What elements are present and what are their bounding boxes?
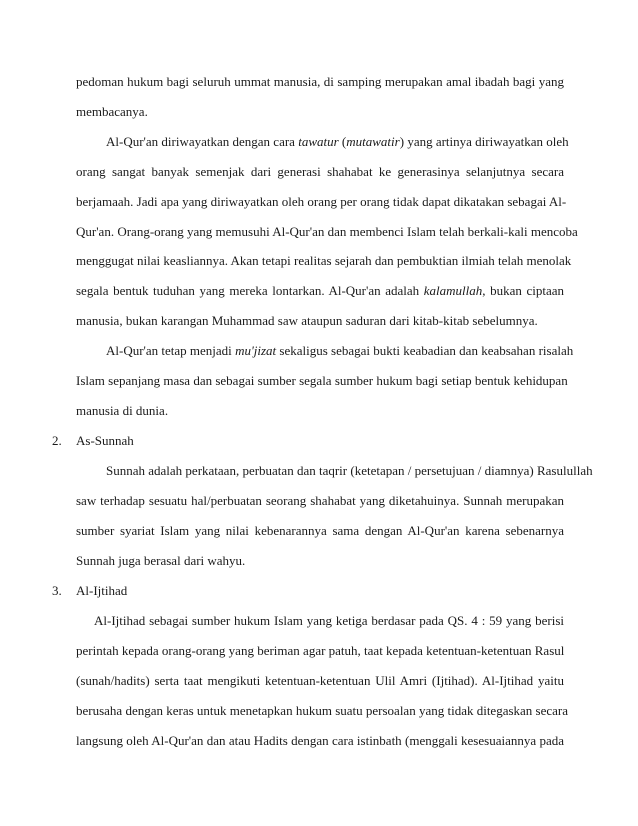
paragraph-3-line-2: Islam sepanjang masa dan sebagai sumber segala sumber hukum bagi setiap bentuk kehidupan	[76, 373, 568, 388]
paragraph-1-line-2: membacanya.	[76, 104, 148, 119]
paragraph-2-line-3: berjamaah. Jadi apa yang diriwayatkan oleh orang per orang tidak dapat dikatakan sebagai Al-	[76, 194, 567, 209]
paragraph-3-line-1: Al-Qur'an tetap menjadi mu'jizat sekaligus sebagai bukti keabadian dan keabsahan risalah	[106, 343, 574, 358]
paragraph-2-line-4: Qur'an. Orang-orang yang memusuhi Al-Qur'an dan membenci Islam telah berkali-kali mencoba	[76, 224, 578, 239]
section-3-line-2: perintah kepada orang-orang yang beriman agar patuh, taat kepada ketentuan-ketentuan Rasul	[76, 643, 565, 658]
section-2-title: As-Sunnah	[76, 433, 134, 448]
section-3-title: Al-Ijtihad	[76, 583, 128, 598]
section-3-number: 3.	[52, 583, 62, 598]
section-2-line-2: saw terhadap sesuatu hal/perbuatan seorang shahabat yang diketahuinya. Sunnah merupakan	[76, 493, 564, 508]
paragraph-2-line-7: manusia, bukan karangan Muhammad saw ataupun saduran dari kitab-kitab sebelumnya.	[76, 313, 538, 328]
paragraph-2-line-1: Al-Qur'an diriwayatkan dengan cara tawatur (mutawatir) yang artinya diriwayatkan oleh	[106, 134, 569, 149]
section-3-line-3: (sunah/hadits) serta taat mengikuti ketentuan-ketentuan Ulil Amri (Ijtihad). Al-Ijtihad yaitu	[76, 673, 564, 688]
paragraph-2-line-2: orang sangat banyak semenjak dari generasi shahabat ke generasinya selanjutnya secara	[76, 164, 564, 179]
section-2-line-1: Sunnah adalah perkataan, perbuatan dan taqrir (ketetapan / persetujuan / diamnya) Rasulullah	[106, 463, 593, 478]
paragraph-2-line-6: segala bentuk tuduhan yang mereka lontarkan. Al-Qur'an adalah kalamullah, bukan ciptaan	[76, 283, 564, 298]
section-3-line-4: berusaha dengan keras untuk menetapkan hukum suatu persoalan yang tidak ditegaskan secara	[76, 703, 569, 718]
section-3-line-5: langsung oleh Al-Qur'an dan atau Hadits dengan cara istinbath (menggali kesesuaiannya pada	[76, 733, 564, 748]
section-3-line-1: Al-Ijtihad sebagai sumber hukum Islam yang ketiga berdasar pada QS. 4 : 59 yang berisi	[94, 613, 564, 628]
paragraph-2-line-5: menggugat nilai keasliannya. Akan tetapi realitas sejarah dan pembuktian ilmiah telah menolak	[76, 253, 572, 268]
section-2-number: 2.	[52, 433, 62, 448]
paragraph-1-line-1: pedoman hukum bagi seluruh ummat manusia, di samping merupakan amal ibadah bagi yang	[76, 74, 564, 89]
section-2-line-3: sumber syariat Islam yang nilai kebenarannya sama dengan Al-Qur'an karena sebenarnya	[76, 523, 564, 538]
section-2-line-4: Sunnah juga berasal dari wahyu.	[76, 553, 246, 568]
paragraph-3-line-3: manusia di dunia.	[76, 403, 169, 418]
